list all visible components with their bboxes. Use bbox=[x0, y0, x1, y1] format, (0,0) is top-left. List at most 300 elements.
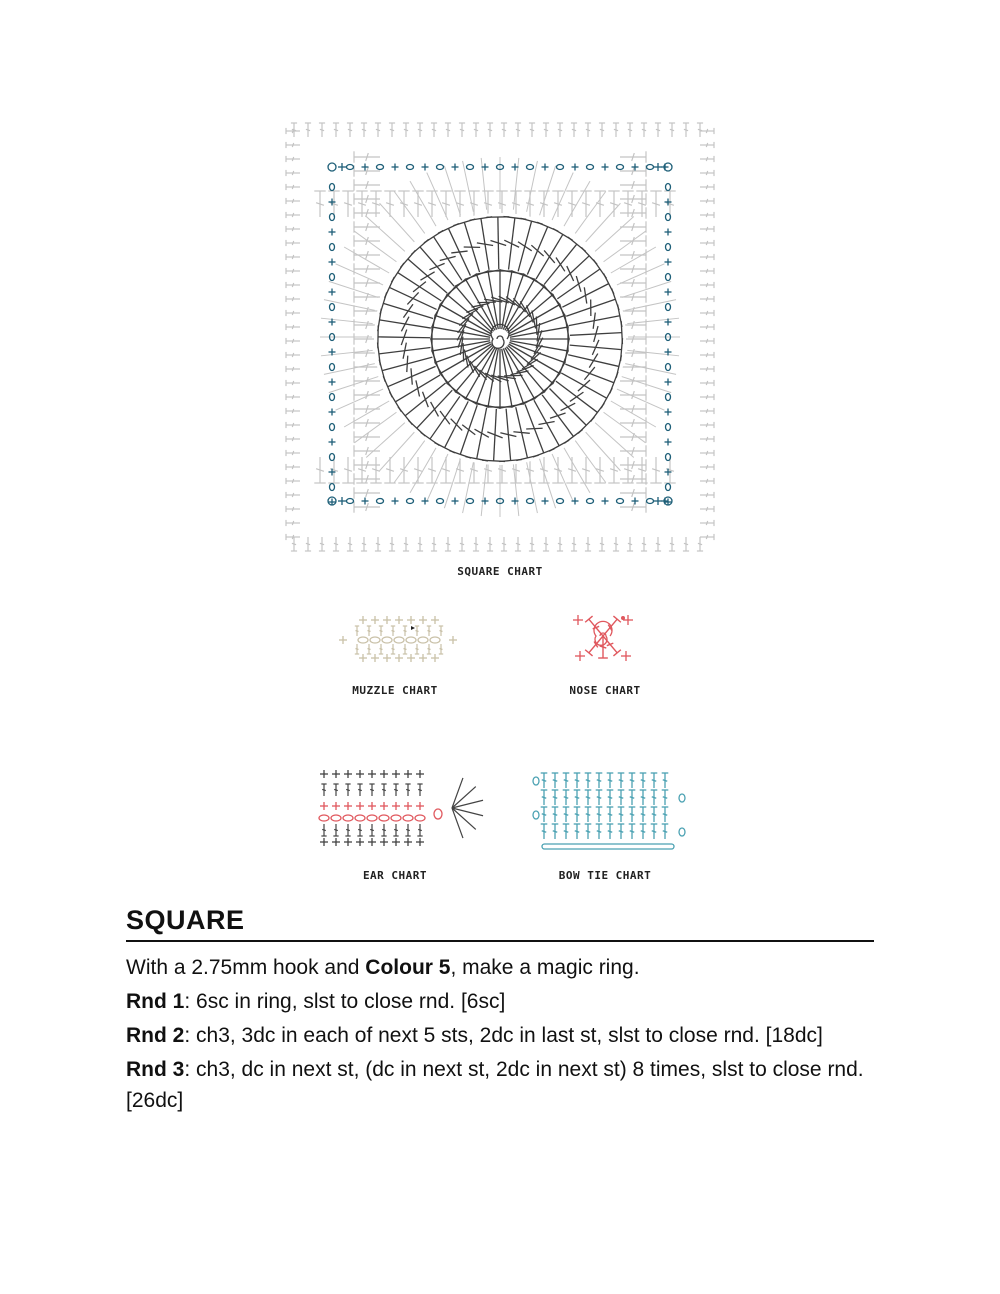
dc-stitch bbox=[354, 501, 380, 512]
ch-stitch bbox=[330, 184, 335, 191]
dc-stitch bbox=[529, 537, 535, 551]
radial-stitch bbox=[552, 173, 573, 221]
ch-stitch bbox=[415, 815, 425, 821]
ear-chart bbox=[312, 766, 492, 851]
dc-stitch bbox=[700, 520, 714, 526]
dc-stitch bbox=[683, 123, 689, 137]
dc-stitch bbox=[571, 123, 577, 137]
dc-stitch bbox=[361, 123, 367, 137]
dc-stitch bbox=[700, 324, 714, 330]
dc-stitch bbox=[651, 824, 658, 839]
dc-stitch bbox=[286, 464, 300, 470]
dc-stitch bbox=[620, 431, 646, 442]
radial-stitch bbox=[604, 231, 646, 262]
dc-stitch bbox=[501, 537, 507, 551]
dc-stitch bbox=[700, 338, 714, 344]
dc-stitch bbox=[286, 352, 300, 358]
dc-stitch bbox=[345, 824, 350, 836]
dc-stitch bbox=[700, 226, 714, 232]
radial-stitch bbox=[324, 364, 375, 375]
intro-text: With a 2.75mm hook and bbox=[126, 956, 366, 979]
ch-stitch bbox=[666, 364, 671, 371]
dc-stitch bbox=[662, 773, 669, 788]
dc-stitch bbox=[427, 644, 431, 654]
dc-stitch bbox=[618, 824, 625, 839]
ch-stitch bbox=[355, 815, 365, 821]
dc-stitch bbox=[354, 235, 380, 246]
dc-stitch bbox=[291, 123, 297, 137]
dc-stitch bbox=[305, 123, 311, 137]
radial-stitch bbox=[575, 441, 606, 483]
dc-stitch bbox=[375, 123, 381, 137]
dc-stitch bbox=[629, 773, 636, 788]
ch-stitch bbox=[533, 811, 539, 819]
dc-stitch bbox=[700, 184, 714, 190]
dc-stitch bbox=[482, 191, 493, 217]
dc-stitch bbox=[286, 338, 300, 344]
dc-stitch bbox=[355, 626, 359, 636]
dc-stitch bbox=[618, 773, 625, 788]
dc-stitch bbox=[627, 123, 633, 137]
dc-stitch bbox=[651, 807, 658, 822]
start-marker bbox=[411, 626, 415, 630]
dc-stitch bbox=[607, 790, 614, 805]
dc-stitch bbox=[405, 784, 410, 796]
dc-stitch bbox=[700, 366, 714, 372]
radial-stitch bbox=[552, 454, 573, 502]
dc-stitch bbox=[541, 790, 548, 805]
dc-stitch bbox=[286, 198, 300, 204]
ch-stitch bbox=[533, 777, 539, 785]
dc-stitch bbox=[700, 380, 714, 386]
dc-stitch bbox=[321, 824, 326, 836]
dc-stitch bbox=[314, 457, 325, 483]
dc-stitch bbox=[342, 457, 353, 483]
dc-stitch bbox=[459, 537, 465, 551]
dc-stitch bbox=[379, 626, 383, 636]
dc-stitch bbox=[651, 773, 658, 788]
dc-stitch bbox=[286, 128, 300, 134]
dc-stitch bbox=[640, 807, 647, 822]
dc-stitch bbox=[700, 478, 714, 484]
dc-stitch bbox=[398, 457, 409, 483]
nose-dot bbox=[621, 616, 625, 620]
dc-stitch bbox=[375, 537, 381, 551]
round-label: Rnd 2 bbox=[126, 1024, 185, 1047]
dc-stitch bbox=[627, 537, 633, 551]
dc-stitch bbox=[700, 310, 714, 316]
dc-stitch bbox=[354, 277, 380, 288]
dc-stitch bbox=[697, 123, 703, 137]
dc-stitch bbox=[439, 644, 443, 654]
dc-stitch bbox=[403, 123, 409, 137]
radial-stitch bbox=[617, 264, 665, 285]
dc-stitch bbox=[515, 537, 521, 551]
dc-stitch bbox=[683, 537, 689, 551]
dc-stitch bbox=[345, 784, 350, 796]
dc-stitch bbox=[393, 784, 398, 796]
dc-stitch bbox=[415, 644, 419, 654]
round-text: : ch3, dc in next st, (dc in next st, 2dc in next st) 8 times, slst to close rnd. [26dc] bbox=[126, 1058, 864, 1112]
dc-stitch bbox=[398, 191, 409, 217]
dc-stitch bbox=[369, 824, 374, 836]
dc-stitch bbox=[439, 626, 443, 636]
square-chart-label: SQUARE CHART bbox=[457, 565, 543, 578]
dc-stitch bbox=[620, 179, 646, 190]
dc-stitch bbox=[620, 221, 646, 232]
dc-stitch bbox=[700, 352, 714, 358]
dc-stitch bbox=[700, 240, 714, 246]
dc-stitch bbox=[620, 445, 646, 456]
dc-stitch bbox=[286, 170, 300, 176]
dc-stitch bbox=[543, 537, 549, 551]
dc-stitch bbox=[571, 537, 577, 551]
ch-stitch bbox=[403, 815, 413, 821]
dc-stitch bbox=[618, 790, 625, 805]
ch-stitch bbox=[358, 637, 368, 643]
ch-stitch bbox=[587, 499, 594, 504]
ch-stitch bbox=[666, 274, 671, 281]
dc-stitch bbox=[286, 254, 300, 260]
dc-stitch bbox=[403, 626, 407, 636]
dc-stitch bbox=[620, 277, 646, 288]
ch-stitch bbox=[394, 637, 404, 643]
radial-stitch bbox=[625, 300, 676, 311]
ch-stitch bbox=[527, 165, 534, 170]
dc-stitch bbox=[700, 268, 714, 274]
dc-stitch bbox=[594, 191, 605, 217]
dc-stitch bbox=[700, 296, 714, 302]
dc-stitch bbox=[585, 807, 592, 822]
dc-stitch bbox=[608, 191, 619, 217]
dc-stitch bbox=[361, 537, 367, 551]
dc-stitch bbox=[620, 389, 646, 400]
dc-stitch bbox=[286, 156, 300, 162]
dc-stitch bbox=[664, 457, 675, 483]
ch-stitch bbox=[330, 484, 335, 491]
dc-stitch bbox=[651, 790, 658, 805]
dc-stitch bbox=[700, 534, 714, 540]
dc-stitch bbox=[286, 212, 300, 218]
dc-stitch bbox=[700, 128, 714, 134]
dc-stitch bbox=[607, 807, 614, 822]
dc-stitch bbox=[389, 123, 395, 137]
dc-stitch bbox=[541, 807, 548, 822]
dc-stitch bbox=[286, 380, 300, 386]
dc-stitch bbox=[389, 537, 395, 551]
dc-stitch bbox=[620, 487, 646, 498]
dc-stitch bbox=[585, 824, 592, 839]
bowtie-chart bbox=[524, 766, 694, 851]
radial-stitch bbox=[527, 462, 538, 513]
radial-stitch bbox=[481, 158, 486, 210]
ch-stitch bbox=[377, 165, 384, 170]
dc-stitch bbox=[286, 506, 300, 512]
ch-stitch bbox=[347, 499, 354, 504]
ch-stitch bbox=[434, 809, 442, 819]
dc-stitch bbox=[286, 184, 300, 190]
dc-stitch bbox=[541, 824, 548, 839]
dc-stitch bbox=[286, 142, 300, 148]
dc-stitch bbox=[333, 824, 338, 836]
dc-stitch bbox=[700, 198, 714, 204]
dc-stitch bbox=[662, 824, 669, 839]
dc-stitch bbox=[487, 123, 493, 137]
dc-stitch bbox=[613, 537, 619, 551]
dc-stitch bbox=[607, 773, 614, 788]
dc-stitch bbox=[552, 824, 559, 839]
dc-stitch bbox=[563, 790, 570, 805]
dc-stitch bbox=[620, 501, 646, 512]
ch-stitch bbox=[666, 244, 671, 251]
dc-stitch bbox=[607, 824, 614, 839]
dc-stitch bbox=[286, 520, 300, 526]
dc-stitch bbox=[700, 394, 714, 400]
dc-stitch bbox=[655, 123, 661, 137]
dc-stitch bbox=[700, 170, 714, 176]
dc-stitch bbox=[286, 282, 300, 288]
dc-stitch bbox=[618, 807, 625, 822]
ch-stitch bbox=[343, 815, 353, 821]
dc-stitch bbox=[574, 807, 581, 822]
dc-stitch bbox=[369, 784, 374, 796]
ch-stitch bbox=[382, 637, 392, 643]
dc-stitch bbox=[354, 487, 380, 498]
ear-chart-label: EAR CHART bbox=[362, 869, 428, 882]
dc-stitch bbox=[440, 191, 451, 217]
ch-stitch bbox=[379, 815, 389, 821]
radial-stitch bbox=[354, 231, 396, 262]
radial-stitch bbox=[595, 217, 634, 252]
dc-stitch bbox=[381, 824, 386, 836]
dc-stitch bbox=[541, 773, 548, 788]
dc-stitch bbox=[557, 537, 563, 551]
ch-stitch bbox=[666, 394, 671, 401]
dc-stitch bbox=[552, 790, 559, 805]
dc-stitch bbox=[585, 537, 591, 551]
round-2 bbox=[126, 1020, 886, 1051]
dc-stitch bbox=[515, 123, 521, 137]
ch-stitch bbox=[367, 815, 377, 821]
radial-stitch bbox=[627, 318, 679, 323]
dc-stitch bbox=[286, 422, 300, 428]
ch-stitch bbox=[330, 424, 335, 431]
dc-stitch bbox=[321, 784, 326, 796]
dc-stitch bbox=[286, 366, 300, 372]
dc-stitch bbox=[640, 790, 647, 805]
ch-stitch bbox=[370, 637, 380, 643]
round-label: Rnd 3 bbox=[126, 1058, 185, 1081]
intro-line bbox=[126, 952, 886, 983]
dc-stitch bbox=[585, 123, 591, 137]
dc-stitch bbox=[459, 123, 465, 137]
dc-stitch bbox=[697, 537, 703, 551]
dc-stitch bbox=[700, 422, 714, 428]
dc-stitch bbox=[596, 824, 603, 839]
dc-stitch bbox=[367, 644, 371, 654]
ch-stitch bbox=[647, 499, 654, 504]
dc-stitch bbox=[291, 537, 297, 551]
muzzle-chart-label: MUZZLE CHART bbox=[352, 684, 438, 697]
dc-stitch bbox=[381, 784, 386, 796]
dc-stitch bbox=[354, 431, 380, 442]
dc-stitch bbox=[286, 268, 300, 274]
radial-stitch bbox=[366, 423, 405, 458]
dc-stitch bbox=[354, 151, 380, 162]
dc-stitch bbox=[552, 773, 559, 788]
dc-stitch bbox=[354, 389, 380, 400]
dc-stitch bbox=[552, 191, 563, 217]
ch-stitch bbox=[647, 165, 654, 170]
round-text: : ch3, 3dc in each of next 5 sts, 2dc in last st, slst to close rnd. [18dc] bbox=[184, 1024, 823, 1047]
dc-stitch bbox=[664, 191, 675, 217]
round-label: Rnd 1 bbox=[126, 990, 185, 1013]
ch-stitch bbox=[527, 499, 534, 504]
dc-stitch bbox=[594, 457, 605, 483]
ch-stitch bbox=[430, 637, 440, 643]
dc-stitch bbox=[640, 773, 647, 788]
dc-stitch bbox=[440, 457, 451, 483]
dc-stitch bbox=[574, 824, 581, 839]
corner-stitch bbox=[328, 163, 336, 171]
dc-stitch bbox=[384, 191, 395, 217]
round-text: : 6sc in ring, slst to close rnd. [6sc] bbox=[184, 990, 506, 1013]
dc-stitch bbox=[585, 773, 592, 788]
radial-stitch bbox=[427, 173, 448, 221]
dc-stitch bbox=[629, 790, 636, 805]
ch-stitch bbox=[679, 794, 685, 802]
dc-stitch bbox=[445, 537, 451, 551]
dc-stitch bbox=[415, 626, 419, 636]
dc-stitch bbox=[700, 142, 714, 148]
dc-stitch bbox=[384, 457, 395, 483]
dc-stitch bbox=[650, 457, 661, 483]
dc-stitch bbox=[552, 457, 563, 483]
dc-stitch bbox=[641, 123, 647, 137]
radial-stitch bbox=[394, 191, 425, 233]
dc-stitch bbox=[431, 123, 437, 137]
dc-stitch bbox=[333, 537, 339, 551]
ch-stitch bbox=[557, 499, 564, 504]
dc-stitch bbox=[510, 191, 521, 217]
ch-stitch bbox=[330, 304, 335, 311]
dc-stitch bbox=[700, 212, 714, 218]
radial-stitch bbox=[380, 432, 415, 471]
ch-stitch bbox=[330, 244, 335, 251]
dc-stitch bbox=[700, 156, 714, 162]
dc-stitch bbox=[620, 151, 646, 162]
dc-stitch bbox=[563, 807, 570, 822]
dc-stitch bbox=[473, 537, 479, 551]
dc-stitch bbox=[487, 537, 493, 551]
radial-stitch bbox=[575, 191, 606, 233]
ch-stitch bbox=[666, 484, 671, 491]
ch-stitch bbox=[406, 637, 416, 643]
dc-stitch bbox=[620, 235, 646, 246]
dc-stitch bbox=[599, 123, 605, 137]
dc-stitch bbox=[286, 534, 300, 540]
radial-stitch bbox=[336, 264, 384, 285]
ch-stitch bbox=[467, 499, 474, 504]
ch-stitch bbox=[377, 499, 384, 504]
ch-stitch bbox=[557, 165, 564, 170]
ch-stitch bbox=[666, 184, 671, 191]
ch-stitch bbox=[617, 165, 624, 170]
radial-stitch bbox=[604, 412, 646, 443]
dc-stitch bbox=[286, 436, 300, 442]
dc-stitch bbox=[640, 824, 647, 839]
ch-stitch bbox=[347, 165, 354, 170]
dc-stitch bbox=[319, 123, 325, 137]
dc-stitch bbox=[357, 824, 362, 836]
ch-stitch bbox=[467, 165, 474, 170]
chain-row bbox=[542, 844, 674, 849]
radial-stitch bbox=[366, 217, 405, 252]
dc-stitch bbox=[543, 123, 549, 137]
dc-stitch bbox=[641, 537, 647, 551]
dc-stitch bbox=[445, 123, 451, 137]
dc-stitch bbox=[391, 626, 395, 636]
muzzle-chart bbox=[333, 608, 463, 668]
dc-stitch bbox=[662, 790, 669, 805]
round-1 bbox=[126, 986, 886, 1017]
dc-stitch bbox=[328, 457, 339, 483]
dc-stitch bbox=[613, 123, 619, 137]
ch-stitch bbox=[407, 165, 414, 170]
round-3 bbox=[126, 1054, 886, 1116]
dc-stitch bbox=[629, 807, 636, 822]
dc-stitch bbox=[286, 492, 300, 498]
dc-stitch bbox=[529, 123, 535, 137]
ch-stitch bbox=[617, 499, 624, 504]
radial-stitch bbox=[394, 441, 425, 483]
radial-stitch bbox=[380, 203, 415, 242]
dc-stitch bbox=[286, 408, 300, 414]
dc-stitch bbox=[391, 644, 395, 654]
dc-stitch bbox=[655, 537, 661, 551]
dc-stitch bbox=[563, 824, 570, 839]
dc-stitch bbox=[427, 626, 431, 636]
ch-stitch bbox=[331, 815, 341, 821]
ch-stitch bbox=[330, 274, 335, 281]
ch-stitch bbox=[437, 165, 444, 170]
dc-stitch bbox=[669, 123, 675, 137]
dc-stitch bbox=[669, 537, 675, 551]
colour-name: Colour 5 bbox=[365, 956, 451, 979]
dc-stitch bbox=[574, 773, 581, 788]
section-title: SQUARE bbox=[126, 905, 874, 942]
dc-stitch bbox=[700, 450, 714, 456]
dc-stitch bbox=[608, 457, 619, 483]
dc-stitch bbox=[700, 254, 714, 260]
dc-stitch bbox=[552, 807, 559, 822]
intro-text-end: , make a magic ring. bbox=[450, 956, 640, 979]
dc-stitch bbox=[286, 450, 300, 456]
dc-stitch bbox=[379, 644, 383, 654]
dc-stitch bbox=[347, 123, 353, 137]
dc-stitch bbox=[354, 221, 380, 232]
ch-stitch bbox=[330, 364, 335, 371]
square-chart bbox=[280, 117, 720, 557]
dc-stitch bbox=[574, 790, 581, 805]
instructions bbox=[126, 952, 886, 1119]
radial-stitch bbox=[336, 389, 384, 410]
radial-stitch bbox=[463, 462, 474, 513]
dc-stitch bbox=[417, 123, 423, 137]
bowtie-chart-label: BOW TIE CHART bbox=[558, 869, 652, 882]
nose-chart bbox=[568, 608, 638, 668]
dc-stitch bbox=[328, 191, 339, 217]
